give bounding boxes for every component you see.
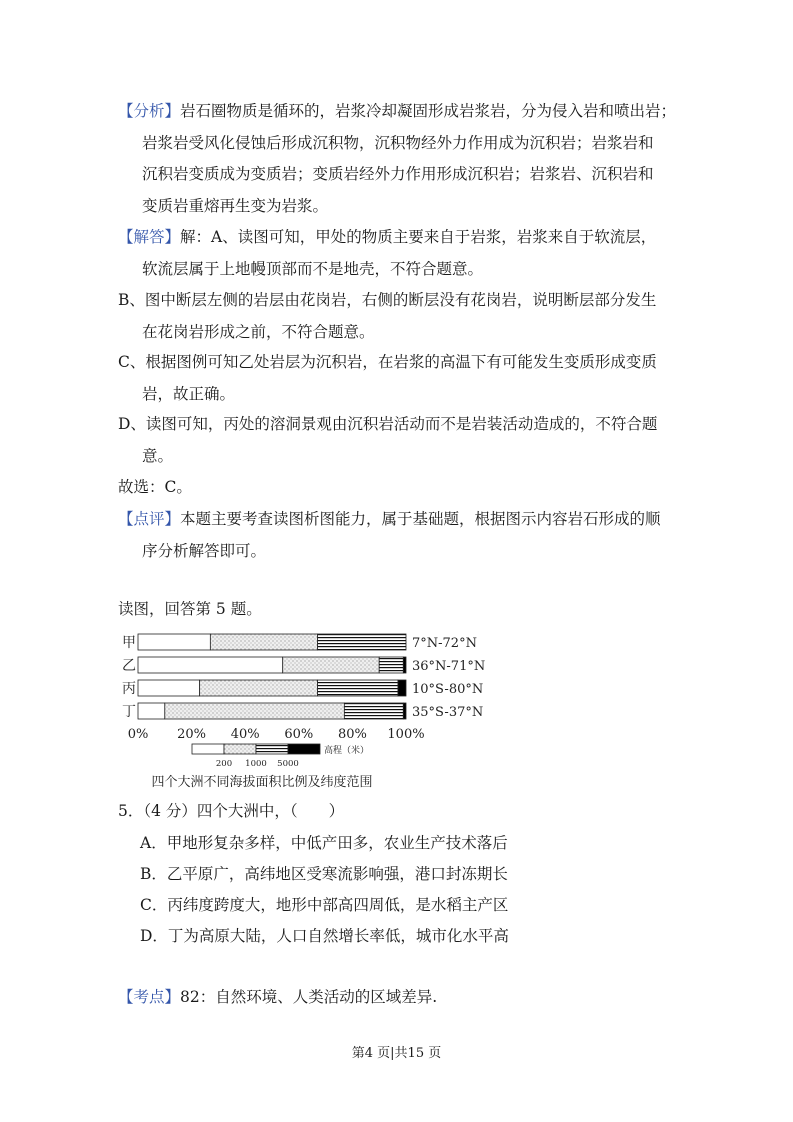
bar-segment	[398, 680, 406, 696]
bar-segment	[210, 634, 317, 650]
analysis-line: 变质岩重熔再生变为岩浆。	[142, 196, 329, 215]
x-tick-label: 80%	[337, 727, 367, 742]
legend-break-label: 200	[215, 759, 233, 769]
answer-c-line: 岩，故正确。	[142, 384, 236, 403]
answer-line: 软流层属于上地幔顶部而不是地壳，不符合题意。	[142, 259, 484, 278]
answer-choice: 故选：C。	[118, 478, 192, 496]
legend-swatch	[224, 744, 256, 754]
comment-section	[118, 504, 678, 567]
x-tick-label: 100%	[387, 727, 425, 742]
question-intro: 读图，回答第 5 题。	[118, 600, 262, 618]
analysis-line: 岩浆岩受风化侵蚀后形成沉积物，沉积物经外力作用成为沉积岩；岩浆岩和	[142, 133, 654, 152]
legend-swatch	[256, 744, 288, 754]
kaodian-section	[118, 982, 678, 1014]
bar-segment	[200, 680, 318, 696]
bar-segment	[318, 634, 406, 650]
answer-d-line: 意。	[142, 446, 174, 465]
option-a: A．甲地形复杂多样，中低产田多，农业生产技术落后	[140, 834, 508, 852]
altitude-chart	[112, 628, 492, 790]
question-stem: 5．（4 分）四个大洲中，（ ）	[118, 802, 345, 820]
bar-segment	[138, 657, 283, 673]
bar-category-label: 丙	[122, 681, 136, 697]
comment-line: 序分析解答即可。	[142, 541, 267, 560]
bar-category-label: 乙	[122, 658, 136, 674]
analysis-tag: 【分析】	[118, 102, 181, 120]
comment-line: 本题主要考查读图析图能力，属于基础题，根据图示内容岩石形成的顺	[180, 510, 661, 528]
bar-segment	[138, 680, 200, 696]
latitude-label: 36°N-71°N	[412, 659, 486, 674]
answer-d	[118, 409, 678, 472]
option-b: B．乙平原广，高纬地区受寒流影响强，港口封冻期长	[140, 865, 508, 883]
latitude-label: 35°S-37°N	[412, 705, 484, 720]
bar-segment	[138, 634, 210, 650]
x-tick-label: 40%	[230, 727, 260, 742]
kaodian-text: 82：自然环境、人类活动的区域差异.	[180, 988, 438, 1006]
bar-category-label: 丁	[122, 704, 136, 720]
kaodian-tag: 【考点】	[118, 988, 181, 1006]
chart-caption: 四个大洲不同海拔面积比例及纬度范围	[151, 775, 373, 790]
latitude-label: 10°S-80°N	[412, 682, 484, 697]
answer-b	[118, 285, 678, 348]
comment-tag: 【点评】	[118, 510, 181, 528]
bar-segment	[138, 703, 165, 719]
page-footer: 第4 页|共15 页	[351, 1046, 442, 1061]
option-d: D．丁为高原大陆，人口自然增长率低，城市化水平高	[140, 927, 509, 945]
answer-d-line: D、读图可知，丙处的溶洞景观由沉积岩活动而不是岩装活动造成的，不符合题	[118, 415, 658, 433]
x-tick-label: 60%	[284, 727, 314, 742]
option-c: C．丙纬度跨度大，地形中部高四周低，是水稻主产区	[140, 896, 509, 914]
legend-swatch	[192, 744, 224, 754]
bar-segment	[165, 703, 345, 719]
answer-section	[118, 222, 678, 285]
analysis-line: 沉积岩变质成为变质岩；变质岩经外力作用形成沉积岩；岩浆岩、沉积岩和	[142, 165, 654, 183]
bar-category-label: 甲	[122, 635, 136, 651]
latitude-label: 7°N-72°N	[412, 636, 477, 651]
answer-b-line: 在花岗岩形成之前，不符合题意。	[142, 322, 375, 341]
legend-break-label: 1000	[245, 759, 267, 769]
x-tick-label: 0%	[127, 727, 149, 742]
bar-segment	[344, 703, 403, 719]
bar-segment	[379, 657, 403, 673]
legend-title: 高程（米）	[324, 746, 370, 756]
answer-c	[118, 347, 678, 410]
answer-line: 解：A、读图可知，甲处的物质主要来自于岩浆，岩浆来自于软流层，	[180, 228, 657, 246]
bar-segment	[403, 703, 406, 719]
x-tick-label: 20%	[177, 727, 207, 742]
answer-b-line: B、图中断层左侧的岩层由花岗岩，右侧的断层没有花岗岩，说明断层部分发生	[118, 291, 657, 309]
answer-c-line: C、根据图例可知乙处岩层为沉积岩，在岩浆的高温下有可能发生变质形成变质	[118, 353, 657, 371]
bar-segment	[403, 657, 406, 673]
bar-segment	[283, 657, 379, 673]
legend-swatch	[288, 744, 320, 754]
answer-tag: 【解答】	[118, 228, 181, 246]
legend-break-label: 5000	[277, 759, 299, 769]
analysis-line: 岩石圈物质是循环的，岩浆冷却凝固形成岩浆岩，分为侵入岩和喷出岩；	[180, 102, 677, 120]
bar-segment	[318, 680, 398, 696]
analysis-section	[118, 96, 678, 222]
